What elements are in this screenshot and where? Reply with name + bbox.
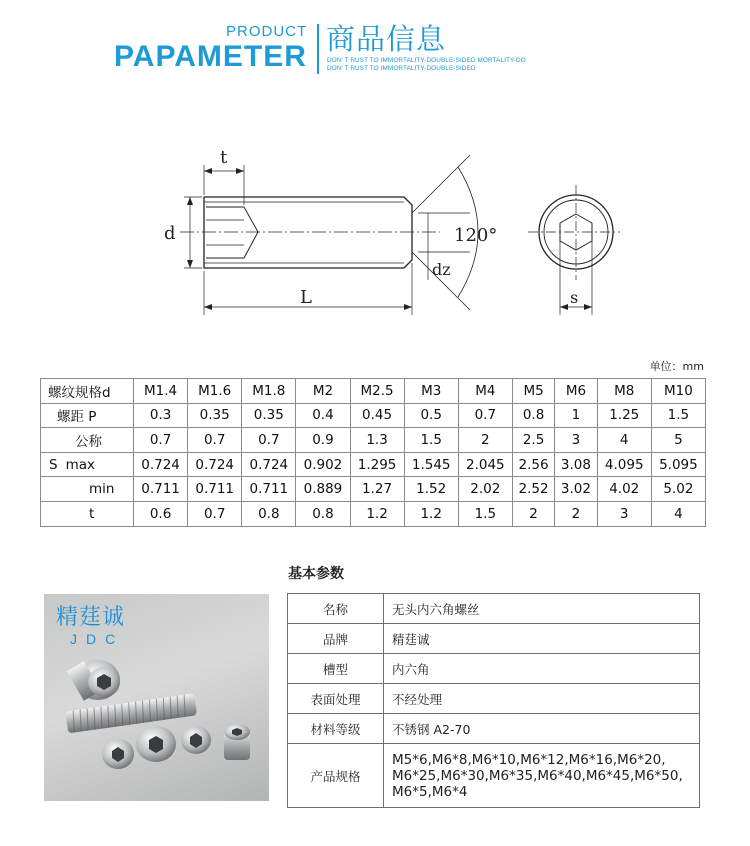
spec-cell: 3 — [597, 501, 651, 526]
spec-cell: 3 — [555, 428, 597, 453]
spec-cell: 0.724 — [242, 452, 296, 477]
spec-cell: 0.5 — [404, 403, 458, 428]
spec-cell: 0.7 — [242, 428, 296, 453]
spec-header-label: 螺纹规格d — [41, 379, 134, 404]
spec-cell: 4 — [651, 501, 705, 526]
spec-col-head: M2 — [296, 379, 350, 404]
header-papameter-label: PAPAMETER — [114, 40, 307, 73]
basic-params-title: 基本参数 — [288, 566, 344, 582]
spec-table — [40, 378, 706, 527]
spec-cell: 3.08 — [555, 452, 597, 477]
spec-cell: 2.52 — [512, 477, 554, 502]
spec-cell: 1.52 — [404, 477, 458, 502]
param-value: 精莛诚 — [384, 624, 700, 654]
spec-col-head: M5 — [512, 379, 554, 404]
spec-cell: 1 — [555, 403, 597, 428]
param-key: 表面处理 — [288, 684, 384, 714]
spec-cell: 0.8 — [242, 501, 296, 526]
label-L: L — [300, 287, 312, 308]
spec-cell: 1.5 — [651, 403, 705, 428]
param-value: 无头内六角螺丝 — [384, 594, 700, 624]
spec-col-head: M1.6 — [188, 379, 242, 404]
param-key: 名称 — [288, 594, 384, 624]
header-divider — [317, 24, 319, 74]
param-row — [288, 684, 700, 714]
label-s: s — [570, 288, 579, 307]
param-value: 不锈钢 A2-70 — [384, 714, 700, 744]
basic-params-table — [287, 593, 700, 808]
spec-cell: 0.724 — [188, 452, 242, 477]
spec-cell: 1.2 — [404, 501, 458, 526]
spec-row-t — [41, 501, 706, 526]
photo-brand-en-watermark: JDC — [70, 631, 125, 647]
spec-cell: 4.095 — [597, 452, 651, 477]
unit-label: 单位：mm — [649, 360, 704, 373]
spec-cell: 0.711 — [188, 477, 242, 502]
spec-cell: 2.5 — [512, 428, 554, 453]
param-row — [288, 594, 700, 624]
header-product-label: PRODUCT — [226, 23, 308, 40]
spec-row-label-s: S — [49, 456, 58, 473]
spec-col-head: M4 — [458, 379, 512, 404]
spec-col-head: M3 — [404, 379, 458, 404]
spec-cell: 4 — [597, 428, 651, 453]
spec-cell: 1.545 — [404, 452, 458, 477]
spec-cell: 0.711 — [134, 477, 188, 502]
spec-cell: 5 — [651, 428, 705, 453]
param-key: 材料等级 — [288, 714, 384, 744]
spec-cell: 2 — [555, 501, 597, 526]
spec-cell: 2 — [512, 501, 554, 526]
param-key: 槽型 — [288, 654, 384, 684]
param-row — [288, 654, 700, 684]
spec-cell: 2.56 — [512, 452, 554, 477]
spec-cell: 0.7 — [134, 428, 188, 453]
spec-row-label: min — [41, 477, 134, 502]
spec-cell: 1.27 — [350, 477, 404, 502]
spec-cell: 3.02 — [555, 477, 597, 502]
spec-cell: 0.711 — [242, 477, 296, 502]
spec-cell: 2 — [458, 428, 512, 453]
spec-row-max — [41, 452, 706, 477]
label-dz: dz — [432, 260, 451, 279]
spec-row-min — [41, 477, 706, 502]
spec-col-head: M6 — [555, 379, 597, 404]
spec-col-head: M10 — [651, 379, 705, 404]
set-screw-technical-drawing — [140, 135, 620, 335]
param-row — [288, 714, 700, 744]
spec-cell: 1.2 — [350, 501, 404, 526]
header-subtitle-line2: DON' T RUST TO IMMORTALITY-DOUBLE-SIDED — [327, 65, 476, 72]
photo-brand-watermark: 精莛诚 — [56, 605, 126, 630]
header-title-cn: 商品信息 — [326, 22, 447, 56]
spec-cell: 0.889 — [296, 477, 350, 502]
label-d: d — [164, 223, 176, 244]
spec-row-label: max — [65, 456, 95, 473]
spec-cell: 0.6 — [134, 501, 188, 526]
spec-row-nominal — [41, 428, 706, 453]
spec-row-label-s-max — [41, 452, 134, 477]
spec-cell: 0.9 — [296, 428, 350, 453]
spec-cell: 0.8 — [512, 403, 554, 428]
spec-row-label: t — [41, 501, 134, 526]
spec-cell: 0.7 — [458, 403, 512, 428]
spec-cell: 1.5 — [458, 501, 512, 526]
spec-cell: 1.5 — [404, 428, 458, 453]
product-photo — [44, 594, 269, 801]
spec-col-head: M2.5 — [350, 379, 404, 404]
spec-cell: 0.4 — [296, 403, 350, 428]
hex-socket-outline — [206, 207, 258, 258]
spec-cell: 5.095 — [651, 452, 705, 477]
param-value: 不经处理 — [384, 684, 700, 714]
spec-cell: 2.02 — [458, 477, 512, 502]
label-angle: 120° — [454, 225, 498, 246]
spec-cell: 4.02 — [597, 477, 651, 502]
spec-row-pitch — [41, 403, 706, 428]
spec-cell: 0.3 — [134, 403, 188, 428]
spec-cell: 0.45 — [350, 403, 404, 428]
spec-cell: 0.902 — [296, 452, 350, 477]
param-key: 产品规格 — [288, 744, 384, 808]
screw-body-outline — [204, 197, 412, 268]
spec-cell: 0.8 — [296, 501, 350, 526]
spec-cell: 0.35 — [188, 403, 242, 428]
spec-cell: 1.3 — [350, 428, 404, 453]
spec-col-head: M1.4 — [134, 379, 188, 404]
param-key: 品牌 — [288, 624, 384, 654]
spec-cell: 0.7 — [188, 428, 242, 453]
header-subtitle-line1: DON' T RUST TO IMMORTALITY-DOUBLE-SIDED MORTALITY-DO — [327, 57, 526, 64]
set-screws-illustration — [44, 594, 269, 801]
spec-header-row — [41, 379, 706, 404]
spec-cell: 1.295 — [350, 452, 404, 477]
param-row — [288, 624, 700, 654]
label-t: t — [220, 147, 228, 168]
param-value: M5*6,M6*8,M6*10,M6*12,M6*16,M6*20, M6*25,M6*30,M6*35,M6*40,M6*45,M6*50, M6*5,M6*4 — [384, 744, 700, 808]
spec-row-label: 公称 — [41, 428, 134, 453]
spec-col-head: M8 — [597, 379, 651, 404]
spec-col-head: M1.8 — [242, 379, 296, 404]
spec-cell: 0.35 — [242, 403, 296, 428]
param-value: 内六角 — [384, 654, 700, 684]
spec-cell: 0.724 — [134, 452, 188, 477]
spec-cell: 0.7 — [188, 501, 242, 526]
param-row — [288, 744, 700, 808]
spec-row-label: 螺距 P — [41, 403, 134, 428]
spec-cell: 2.045 — [458, 452, 512, 477]
spec-cell: 1.25 — [597, 403, 651, 428]
spec-cell: 5.02 — [651, 477, 705, 502]
